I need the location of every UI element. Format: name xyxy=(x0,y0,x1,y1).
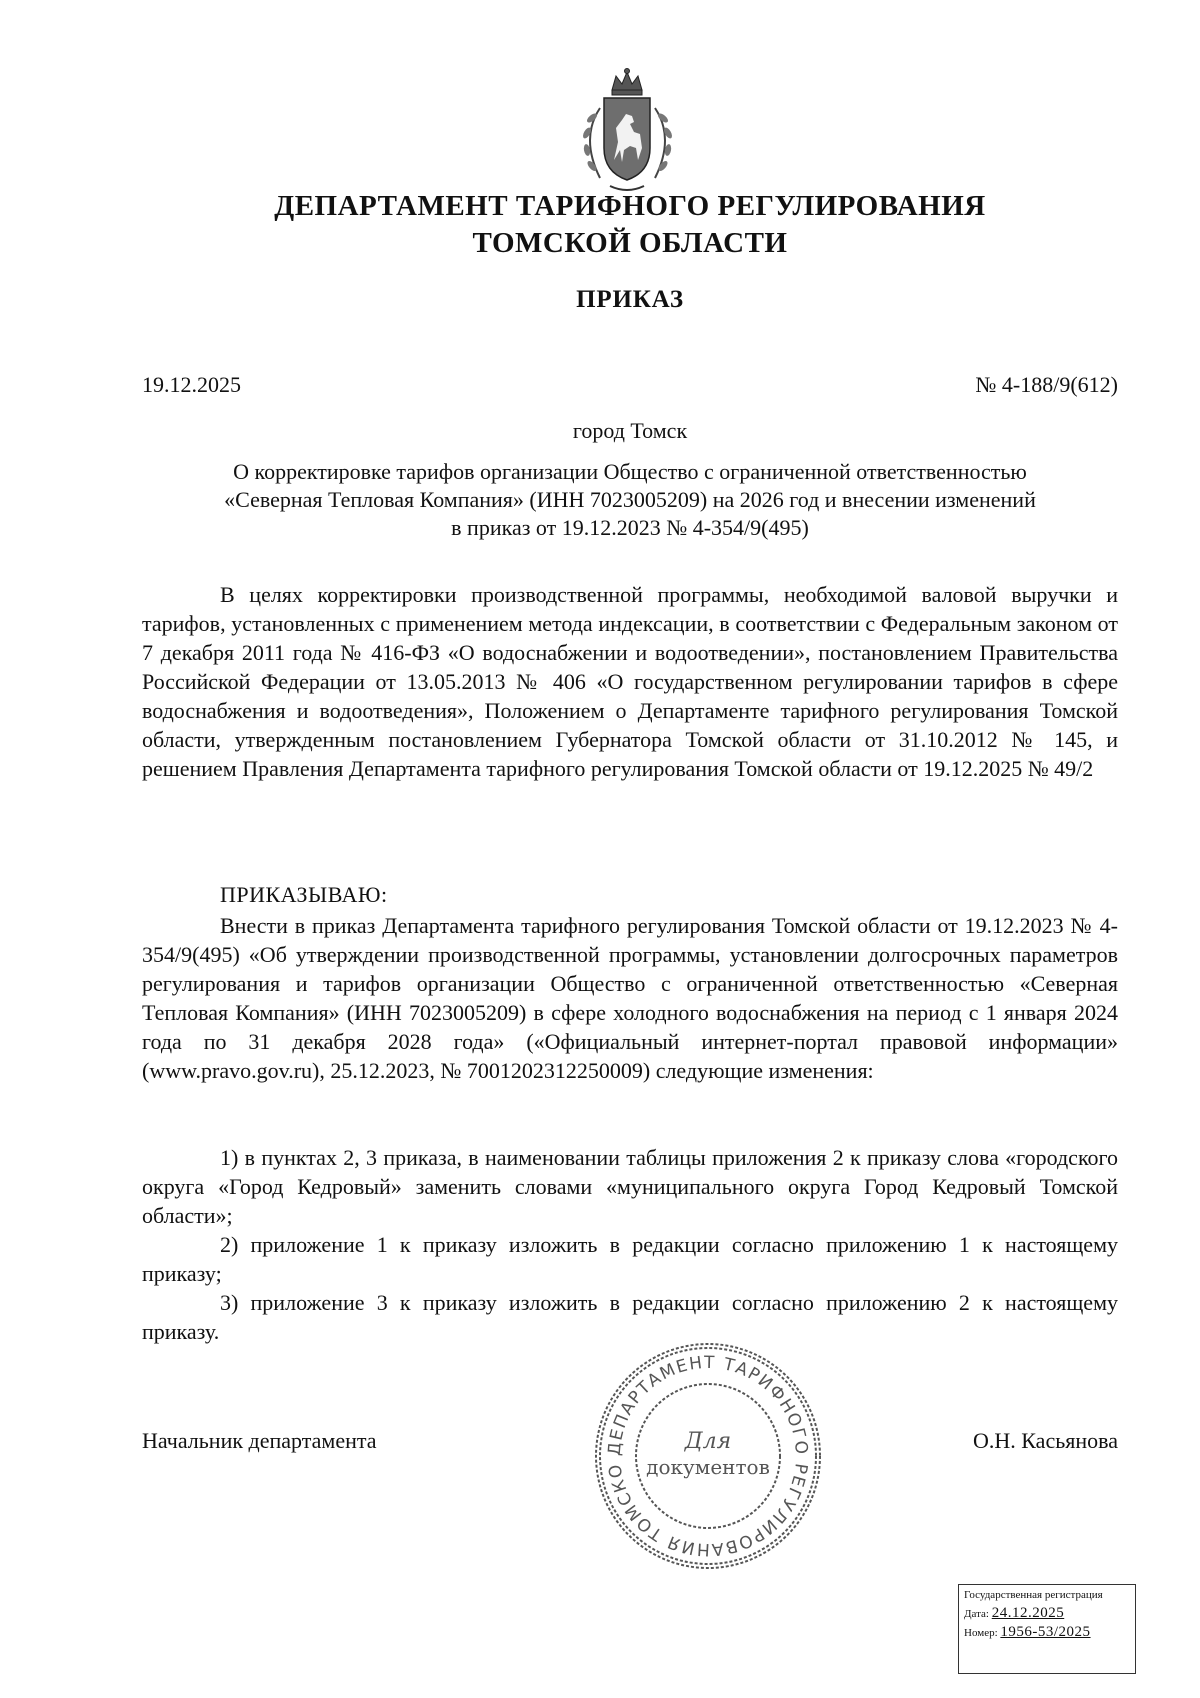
city-name: город Томск xyxy=(572,418,688,443)
registration-date: 24.12.2025 xyxy=(991,1605,1065,1621)
registration-number-label: Номер: xyxy=(964,1627,998,1639)
subject-line: «Северная Тепловая Компания» (ИНН 7023005209) на 2026 год и внесении изменений xyxy=(224,487,1036,512)
registration-number: 1956-53/2025 xyxy=(1000,1624,1091,1640)
department-name-line2: ТОМСКОЙ ОБЛАСТИ xyxy=(472,227,788,259)
order-item-1: 1) в пунктах 2, 3 приказа, в наименовании таблицы приложения 2 к приказу слова «городского округа «Город Кедровый» заменить словами «муниципального округа Город Кедровый Томской области»; xyxy=(142,1145,1118,1228)
order-date: 19.12.2025 xyxy=(142,372,241,397)
signatory-name: О.Н. Касьянова xyxy=(973,1428,1118,1453)
registration-date-label: Дата: xyxy=(964,1608,989,1620)
round-seal-icon xyxy=(592,1340,824,1572)
subject-line: в приказ от 19.12.2023 № 4-354/9(495) xyxy=(451,515,809,540)
preamble-paragraph: В целях корректировки производственной программы, необходимой валовой выручки и тарифов, установленных с применением метода индексации, в соответствии с Федеральным законом от 7 декабря 2011 года № 416-ФЗ «О водоснабжении и водоотведении», постановлением Правительства Российской Федерации от 13.05.2013 № 406 «О государственном регулировании тарифов в сфере водоснабжения и водоотведения», Положением о Департаменте тарифного регулирования Томской области, утвержденным постановлением Губернатора Томской области от 31.10.2012 № 145, и решением Правления Департамента тарифного регулирования Томской области от 19.12.2025 № 49/2 xyxy=(142,582,1118,781)
subject-line: О корректировке тарифов организации Общество с ограниченной ответственностью xyxy=(233,459,1027,484)
seal-center-line2: документов xyxy=(646,1455,770,1479)
registration-stamp xyxy=(958,1584,1136,1674)
seal-ring-text: ДЕПАРТАМЕНТ ТАРИФНОГО РЕГУЛИРОВАНИЯ ТОМСКО xyxy=(604,1352,812,1560)
department-name-line1: ДЕПАРТАМЕНТ ТАРИФНОГО РЕГУЛИРОВАНИЯ xyxy=(274,190,986,222)
seal-center-line1: Для xyxy=(684,1429,732,1454)
order-subject xyxy=(150,458,1110,542)
coat-of-arms-icon xyxy=(570,68,685,198)
document-type: ПРИКАЗ xyxy=(576,286,684,313)
registration-title: Государственная регистрация xyxy=(964,1589,1103,1601)
signatory-position: Начальник департамента xyxy=(142,1428,377,1453)
order-label: ПРИКАЗЫВАЮ: xyxy=(220,882,388,907)
order-main-paragraph: Внести в приказ Департамента тарифного регулирования Томской области от 19.12.2023 № 4-354/9(495) «Об утверждении производственной программы, установлении долгосрочных параметров регулирования и тарифов организации Общество с ограниченной ответственностью «Северная Тепловая Компания» (ИНН 7023005209) в сфере холодного водоснабжения на период с 1 января 2024 года по 31 декабря 2028 года» («Официальный интернет-портал правовой информации» (www.pravo.gov.ru), 25.12.2023, № 7001202312250009) следующие изменения: xyxy=(142,913,1118,1083)
order-item-2: 2) приложение 1 к приказу изложить в редакции согласно приложению 1 к настоящему приказу; xyxy=(142,1232,1118,1286)
order-item-3: 3) приложение 3 к приказу изложить в редакции согласно приложению 2 к настоящему приказу. xyxy=(142,1290,1118,1344)
order-number: № 4-188/9(612) xyxy=(975,372,1118,397)
